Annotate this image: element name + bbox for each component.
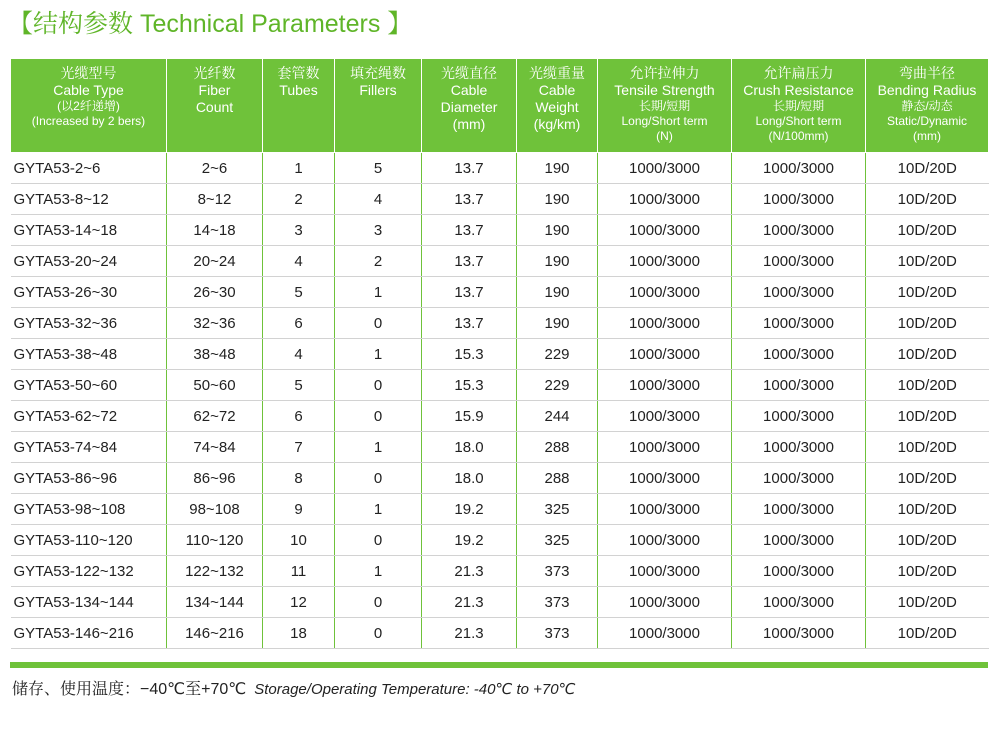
header-tubes: 套管数 Tubes <box>263 59 335 153</box>
table-row <box>11 463 989 494</box>
cell-crush-resistance: 1000/3000 <box>732 463 866 494</box>
cell-crush-resistance: 1000/3000 <box>732 494 866 525</box>
table-row <box>11 246 989 277</box>
cell-cable-diameter: 13.7 <box>422 277 517 308</box>
cell-cable-weight: 288 <box>517 463 598 494</box>
cell-cable-weight: 325 <box>517 525 598 556</box>
title-text: 结构参数 Technical Parameters <box>33 10 381 38</box>
table-row <box>11 277 989 308</box>
cell-cable-diameter: 19.2 <box>422 494 517 525</box>
cell-crush-resistance: 1000/3000 <box>732 618 866 649</box>
cell-cable-diameter: 15.3 <box>422 339 517 370</box>
cell-tubes: 6 <box>263 308 335 339</box>
table-row <box>11 215 989 246</box>
cell-fiber-count: 26~30 <box>167 277 263 308</box>
cell-cable-diameter: 13.7 <box>422 246 517 277</box>
cell-fiber-count: 110~120 <box>167 525 263 556</box>
cell-cable-diameter: 21.3 <box>422 618 517 649</box>
cell-cable-weight: 190 <box>517 308 598 339</box>
cell-fiber-count: 32~36 <box>167 308 263 339</box>
cell-cable-diameter: 13.7 <box>422 215 517 246</box>
cell-tensile-strength: 1000/3000 <box>598 184 732 215</box>
table-row <box>11 432 989 463</box>
cell-bending-radius: 10D/20D <box>866 463 989 494</box>
header-cable-type: 光缆型号 Cable Type (以2纤递增) (Increased by 2 bers) <box>11 59 167 153</box>
cell-fillers: 0 <box>335 618 422 649</box>
cell-bending-radius: 10D/20D <box>866 494 989 525</box>
cell-crush-resistance: 1000/3000 <box>732 432 866 463</box>
cell-tensile-strength: 1000/3000 <box>598 432 732 463</box>
cell-tensile-strength: 1000/3000 <box>598 308 732 339</box>
table-row <box>11 494 989 525</box>
cell-fillers: 5 <box>335 153 422 184</box>
cell-tubes: 11 <box>263 556 335 587</box>
cell-bending-radius: 10D/20D <box>866 184 989 215</box>
title-close-bracket: 】 <box>387 10 413 38</box>
cell-cable-diameter: 21.3 <box>422 556 517 587</box>
cell-fiber-count: 38~48 <box>167 339 263 370</box>
cell-cable-type: GYTA53-20~24 <box>11 246 167 277</box>
cell-crush-resistance: 1000/3000 <box>732 587 866 618</box>
cell-cable-type: GYTA53-14~18 <box>11 215 167 246</box>
cell-fillers: 3 <box>335 215 422 246</box>
title-open-bracket: 【 <box>8 10 34 38</box>
cell-tubes: 6 <box>263 401 335 432</box>
cell-crush-resistance: 1000/3000 <box>732 401 866 432</box>
cell-fiber-count: 74~84 <box>167 432 263 463</box>
cell-cable-weight: 325 <box>517 494 598 525</box>
cell-tensile-strength: 1000/3000 <box>598 246 732 277</box>
cell-fiber-count: 98~108 <box>167 494 263 525</box>
cell-cable-diameter: 15.9 <box>422 401 517 432</box>
header-fillers: 填充绳数 Fillers <box>335 59 422 153</box>
table-row <box>11 587 989 618</box>
cell-crush-resistance: 1000/3000 <box>732 246 866 277</box>
cell-cable-weight: 190 <box>517 246 598 277</box>
cell-bending-radius: 10D/20D <box>866 339 989 370</box>
cell-crush-resistance: 1000/3000 <box>732 215 866 246</box>
cell-tensile-strength: 1000/3000 <box>598 277 732 308</box>
cell-fiber-count: 20~24 <box>167 246 263 277</box>
cell-cable-type: GYTA53-8~12 <box>11 184 167 215</box>
cell-crush-resistance: 1000/3000 <box>732 277 866 308</box>
temperature-note-en: Storage/Operating Temperature: -40℃ to +70℃ <box>254 681 576 698</box>
cell-crush-resistance: 1000/3000 <box>732 308 866 339</box>
table-row <box>11 401 989 432</box>
cell-tubes: 8 <box>263 463 335 494</box>
cell-fillers: 0 <box>335 587 422 618</box>
page-title <box>8 6 412 42</box>
header-bending-radius: 弯曲半径 Bending Radius 静态/动态 Static/Dynamic (mm) <box>866 59 989 153</box>
cell-fillers: 0 <box>335 525 422 556</box>
cell-crush-resistance: 1000/3000 <box>732 556 866 587</box>
table-row <box>11 618 989 649</box>
cell-tubes: 10 <box>263 525 335 556</box>
cell-fillers: 1 <box>335 339 422 370</box>
cell-cable-weight: 229 <box>517 339 598 370</box>
cell-tensile-strength: 1000/3000 <box>598 215 732 246</box>
cell-crush-resistance: 1000/3000 <box>732 339 866 370</box>
cell-cable-diameter: 18.0 <box>422 432 517 463</box>
cell-cable-diameter: 19.2 <box>422 525 517 556</box>
table-row <box>11 308 989 339</box>
cell-cable-type: GYTA53-26~30 <box>11 277 167 308</box>
cell-cable-weight: 244 <box>517 401 598 432</box>
cell-cable-type: GYTA53-32~36 <box>11 308 167 339</box>
cell-bending-radius: 10D/20D <box>866 308 989 339</box>
cell-cable-type: GYTA53-62~72 <box>11 401 167 432</box>
cell-tensile-strength: 1000/3000 <box>598 370 732 401</box>
cell-cable-weight: 373 <box>517 587 598 618</box>
cell-crush-resistance: 1000/3000 <box>732 370 866 401</box>
cell-crush-resistance: 1000/3000 <box>732 153 866 184</box>
cell-bending-radius: 10D/20D <box>866 432 989 463</box>
temperature-note <box>12 676 575 699</box>
cell-bending-radius: 10D/20D <box>866 587 989 618</box>
cell-cable-type: GYTA53-146~216 <box>11 618 167 649</box>
cell-fillers: 1 <box>335 494 422 525</box>
cell-fillers: 0 <box>335 370 422 401</box>
cell-fiber-count: 14~18 <box>167 215 263 246</box>
cell-bending-radius: 10D/20D <box>866 153 989 184</box>
cell-fillers: 1 <box>335 556 422 587</box>
cell-fiber-count: 86~96 <box>167 463 263 494</box>
table-row <box>11 339 989 370</box>
cell-fillers: 2 <box>335 246 422 277</box>
cell-cable-type: GYTA53-2~6 <box>11 153 167 184</box>
cell-tensile-strength: 1000/3000 <box>598 556 732 587</box>
cell-cable-weight: 373 <box>517 556 598 587</box>
header-row <box>11 59 989 153</box>
cell-bending-radius: 10D/20D <box>866 277 989 308</box>
table-row <box>11 370 989 401</box>
cell-cable-type: GYTA53-86~96 <box>11 463 167 494</box>
cell-bending-radius: 10D/20D <box>866 525 989 556</box>
cell-fillers: 4 <box>335 184 422 215</box>
cell-fillers: 0 <box>335 308 422 339</box>
cell-tensile-strength: 1000/3000 <box>598 153 732 184</box>
cell-cable-type: GYTA53-122~132 <box>11 556 167 587</box>
cell-cable-diameter: 15.3 <box>422 370 517 401</box>
cell-bending-radius: 10D/20D <box>866 215 989 246</box>
cell-cable-diameter: 13.7 <box>422 153 517 184</box>
cell-crush-resistance: 1000/3000 <box>732 525 866 556</box>
cell-cable-weight: 190 <box>517 215 598 246</box>
cell-tubes: 12 <box>263 587 335 618</box>
cell-tubes: 4 <box>263 246 335 277</box>
parameters-table <box>10 58 989 649</box>
cell-cable-weight: 288 <box>517 432 598 463</box>
cell-tensile-strength: 1000/3000 <box>598 525 732 556</box>
cell-tensile-strength: 1000/3000 <box>598 494 732 525</box>
table-bottom-bar <box>10 662 988 668</box>
cell-fillers: 0 <box>335 401 422 432</box>
cell-tubes: 18 <box>263 618 335 649</box>
header-cable-diameter: 光缆直径 Cable Diameter (mm) <box>422 59 517 153</box>
cell-tensile-strength: 1000/3000 <box>598 463 732 494</box>
cell-cable-weight: 229 <box>517 370 598 401</box>
cell-cable-weight: 190 <box>517 153 598 184</box>
cell-bending-radius: 10D/20D <box>866 370 989 401</box>
cell-cable-diameter: 13.7 <box>422 184 517 215</box>
table-row <box>11 153 989 184</box>
cell-cable-diameter: 18.0 <box>422 463 517 494</box>
cell-fiber-count: 2~6 <box>167 153 263 184</box>
cell-tubes: 3 <box>263 215 335 246</box>
cell-bending-radius: 10D/20D <box>866 246 989 277</box>
table-row <box>11 525 989 556</box>
cell-cable-diameter: 21.3 <box>422 587 517 618</box>
table-row <box>11 184 989 215</box>
cell-cable-weight: 373 <box>517 618 598 649</box>
cell-fillers: 1 <box>335 432 422 463</box>
cell-fiber-count: 134~144 <box>167 587 263 618</box>
cell-tubes: 2 <box>263 184 335 215</box>
table-body <box>11 153 989 649</box>
cell-cable-weight: 190 <box>517 277 598 308</box>
header-cable-weight: 光缆重量 Cable Weight (kg/km) <box>517 59 598 153</box>
cell-cable-type: GYTA53-98~108 <box>11 494 167 525</box>
cell-tensile-strength: 1000/3000 <box>598 587 732 618</box>
cell-fiber-count: 8~12 <box>167 184 263 215</box>
cell-tubes: 1 <box>263 153 335 184</box>
cell-fillers: 0 <box>335 463 422 494</box>
cell-bending-radius: 10D/20D <box>866 401 989 432</box>
cell-tensile-strength: 1000/3000 <box>598 618 732 649</box>
cell-tubes: 9 <box>263 494 335 525</box>
cell-fiber-count: 50~60 <box>167 370 263 401</box>
cell-tubes: 5 <box>263 370 335 401</box>
cell-fiber-count: 146~216 <box>167 618 263 649</box>
cell-crush-resistance: 1000/3000 <box>732 184 866 215</box>
cell-fiber-count: 62~72 <box>167 401 263 432</box>
cell-cable-type: GYTA53-74~84 <box>11 432 167 463</box>
cell-tensile-strength: 1000/3000 <box>598 339 732 370</box>
cell-bending-radius: 10D/20D <box>866 556 989 587</box>
cell-fiber-count: 122~132 <box>167 556 263 587</box>
cell-tubes: 5 <box>263 277 335 308</box>
cell-tubes: 7 <box>263 432 335 463</box>
cell-cable-type: GYTA53-110~120 <box>11 525 167 556</box>
header-tensile-strength: 允许拉伸力 Tensile Strength 长期/短期 Long/Short term (N) <box>598 59 732 153</box>
cell-tubes: 4 <box>263 339 335 370</box>
temperature-note-cn: 储存、使用温度：−40℃至+70℃ <box>12 681 247 698</box>
cell-cable-type: GYTA53-50~60 <box>11 370 167 401</box>
header-fiber-count: 光纤数 Fiber Count <box>167 59 263 153</box>
table-row <box>11 556 989 587</box>
cell-bending-radius: 10D/20D <box>866 618 989 649</box>
header-crush-resistance: 允许扁压力 Crush Resistance 长期/短期 Long/Short term (N/100mm) <box>732 59 866 153</box>
cell-tensile-strength: 1000/3000 <box>598 401 732 432</box>
cell-cable-type: GYTA53-38~48 <box>11 339 167 370</box>
cell-cable-type: GYTA53-134~144 <box>11 587 167 618</box>
cell-cable-weight: 190 <box>517 184 598 215</box>
cell-fillers: 1 <box>335 277 422 308</box>
cell-cable-diameter: 13.7 <box>422 308 517 339</box>
